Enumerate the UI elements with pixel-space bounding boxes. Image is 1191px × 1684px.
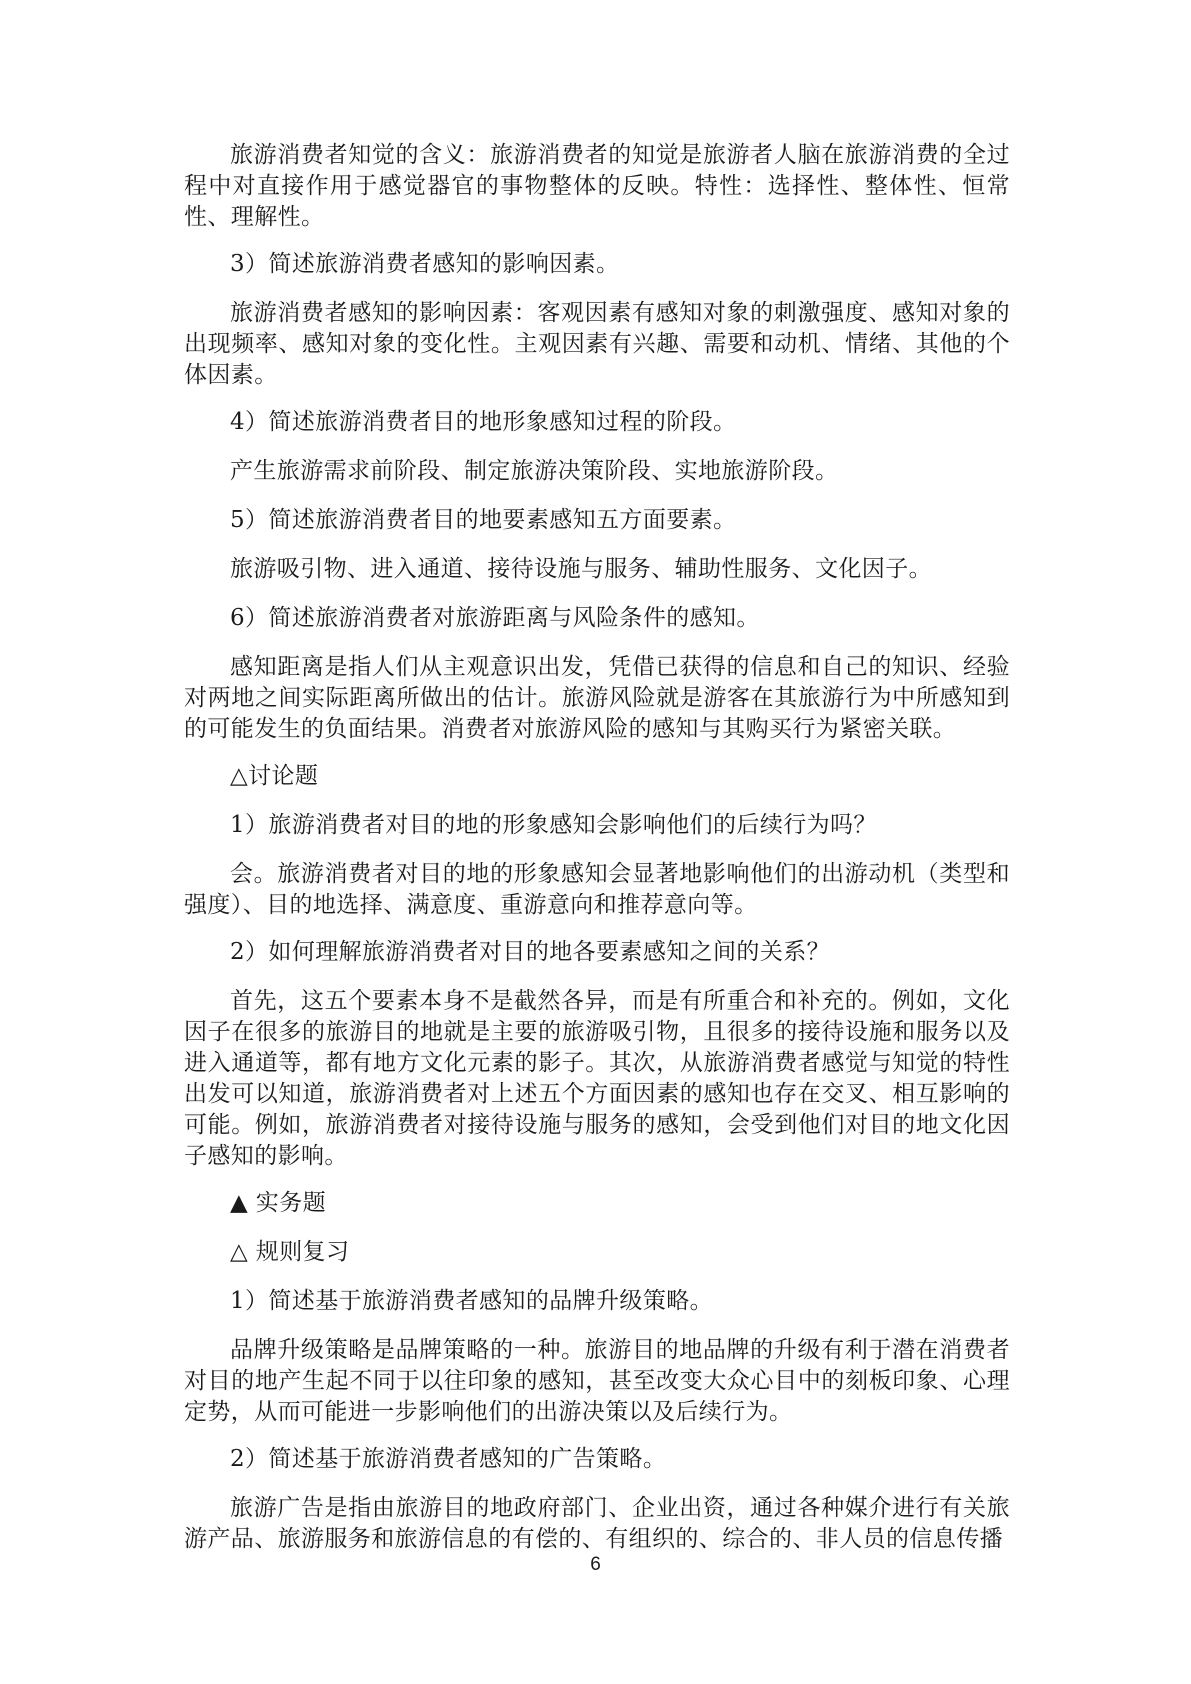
answer-3: 旅游消费者感知的影响因素：客观因素有感知对象的刺激强度、感知对象的出现频率、感知对象的变化性。主观因素有兴趣、需要和动机、情绪、其他的个体因素。	[184, 300, 1010, 388]
document-body	[184, 140, 1010, 1571]
answer-5: 旅游吸引物、进入通道、接待设施与服务、辅助性服务、文化因子。	[230, 556, 932, 582]
practice-answer-2: 旅游广告是指由旅游目的地政府部门、企业出资，通过各种媒介进行有关旅游产品、旅游服务和旅游信息的有偿的、有组织的、综合的、非人员的信息传播	[184, 1495, 1010, 1552]
discussion-answer-1: 会。旅游消费者对目的地的形象感知会显著地影响他们的出游动机（类型和强度）、目的地选择、满意度、重游意向和推荐意向等。	[184, 861, 1010, 918]
section-heading-rule-review: △ 规则复习	[230, 1239, 350, 1265]
discussion-question-2: 2）如何理解旅游消费者对目的地各要素感知之间的关系？	[230, 939, 831, 965]
paragraph-perception-definition: 旅游消费者知觉的含义：旅游消费者的知觉是旅游者人脑在旅游消费的全过程中对直接作用于感觉器官的事物整体的反映。特性：选择性、整体性、恒常性、理解性。	[184, 142, 1010, 230]
page-number: 6	[590, 1554, 601, 1575]
discussion-question-1: 1）旅游消费者对目的地的形象感知会影响他们的后续行为吗？	[230, 812, 877, 838]
answer-4: 产生旅游需求前阶段、制定旅游决策阶段、实地旅游阶段。	[230, 458, 839, 484]
question-6: 6）简述旅游消费者对旅游距离与风险条件的感知。	[230, 605, 760, 631]
practice-question-1: 1）简述基于旅游消费者感知的品牌升级策略。	[230, 1288, 714, 1314]
practice-answer-1: 品牌升级策略是品牌策略的一种。旅游目的地品牌的升级有利于潜在消费者对目的地产生起不同于以往印象的感知，甚至改变大众心目中的刻板印象、心理定势，从而可能进一步影响他们的出游决策以及后续行为。	[184, 1337, 1010, 1425]
question-5: 5）简述旅游消费者目的地要素感知五方面要素。	[230, 507, 737, 533]
section-heading-practice: ▲ 实务题	[230, 1190, 326, 1216]
discussion-answer-2: 首先，这五个要素本身不是截然各异，而是有所重合和补充的。例如，文化因子在很多的旅游目的地就是主要的旅游吸引物，且很多的接待设施和服务以及进入通道等，都有地方文化元素的影子。其次，从旅游消费者感觉与知觉的特性出发可以知道，旅游消费者对上述五个方面因素的感知也存在交叉、相互影响的可能。例如，旅游消费者对接待设施与服务的感知，会受到他们对目的地文化因子感知的影响。	[184, 988, 1010, 1169]
practice-question-2: 2）简述基于旅游消费者感知的广告策略。	[230, 1446, 667, 1472]
answer-6: 感知距离是指人们从主观意识出发，凭借已获得的信息和自己的知识、经验对两地之间实际距离所做出的估计。旅游风险就是游客在其旅游行为中所感知到的可能发生的负面结果。消费者对旅游风险的感知与其购买行为紧密关联。	[184, 654, 1010, 742]
section-heading-discussion: △讨论题	[230, 763, 319, 789]
question-4: 4）简述旅游消费者目的地形象感知过程的阶段。	[230, 409, 737, 435]
question-3: 3）简述旅游消费者感知的影响因素。	[230, 251, 620, 277]
